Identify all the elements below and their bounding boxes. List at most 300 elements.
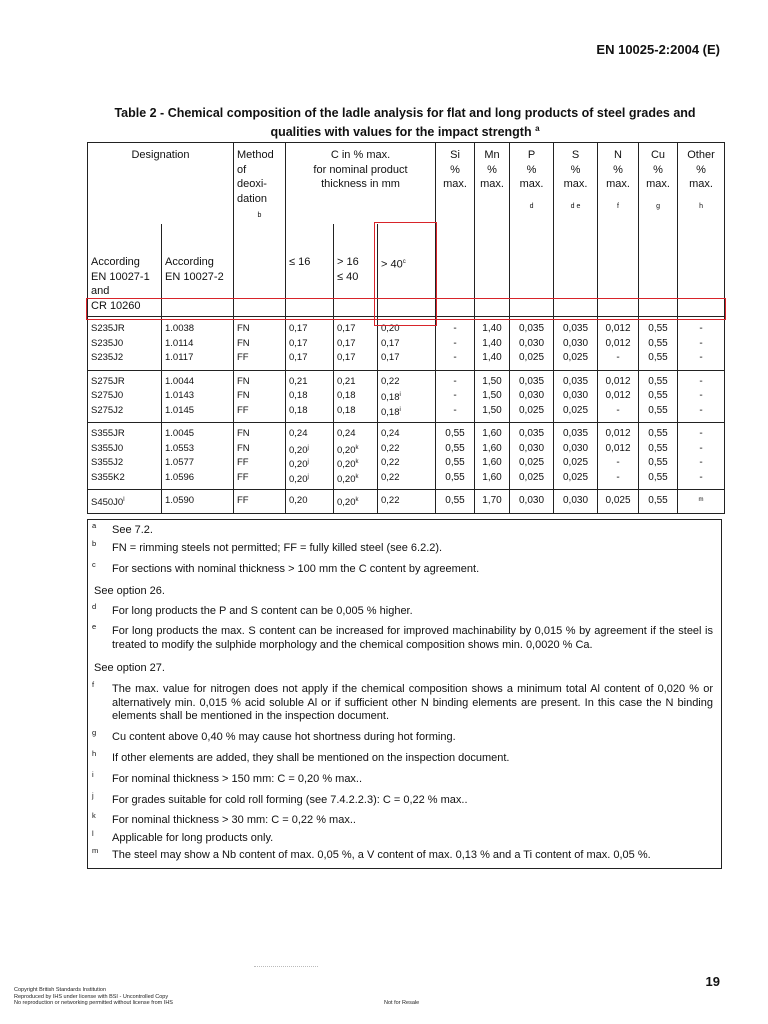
cell-line xyxy=(642,442,674,457)
cell-line xyxy=(681,375,721,390)
cell-line xyxy=(337,351,374,366)
cell-line xyxy=(513,389,550,404)
footnote-text: For long products the max. S content can be increased for improved machinability by 0,015 % by agreement if the steel is treated to modify the sulphide morphology and the chemical composition shows min. 0,0020 % Ca. xyxy=(112,625,713,651)
cell-value: FF xyxy=(237,352,249,363)
cell-value: - xyxy=(453,323,457,334)
grade-name-cell xyxy=(88,490,162,514)
cell-value: 0,030 xyxy=(563,337,589,349)
cell-line xyxy=(513,456,550,471)
cell-line xyxy=(91,322,158,337)
mn-max-cell xyxy=(475,490,510,514)
text-line: > 40 xyxy=(381,258,403,271)
cell-value: - xyxy=(616,457,620,468)
cell-value: 0,18 xyxy=(337,390,356,401)
footnote-text: See 7.2. xyxy=(112,524,153,536)
cell-line xyxy=(478,427,506,442)
footnote-text: For long products the P and S content can be 0,005 % higher. xyxy=(112,605,413,617)
carbon-max-40-cell xyxy=(378,490,436,514)
cell-value: 0,18 xyxy=(337,404,356,416)
cell-line xyxy=(478,442,506,457)
grade-name-cell xyxy=(88,317,162,371)
footnote-mark: h xyxy=(92,749,97,758)
si-max-cell xyxy=(436,490,475,514)
cell-value: 1.0145 xyxy=(165,404,195,416)
cell-value: 0,035 xyxy=(519,375,545,387)
footnote-mark: g xyxy=(92,728,97,737)
text-line: of xyxy=(237,163,247,176)
cell-value: S275J2 xyxy=(91,404,124,416)
cell-line xyxy=(337,471,374,486)
footnote-ref: j xyxy=(307,459,309,465)
other-max-cell xyxy=(678,490,725,514)
carbon-max-40-cell xyxy=(378,423,436,490)
cell-value: 0,025 xyxy=(519,457,545,468)
cell-line xyxy=(601,351,635,366)
text-line: According xyxy=(91,256,140,268)
cell-line xyxy=(557,351,594,366)
cell-line xyxy=(513,351,550,366)
cell-value: 0,012 xyxy=(605,390,631,401)
cell-value: 0,17 xyxy=(337,352,356,363)
cell-value: - xyxy=(453,352,457,363)
footnote-mark: m xyxy=(92,846,99,855)
cell-line xyxy=(439,456,471,471)
cell-value: 0,030 xyxy=(519,390,545,401)
cell-line xyxy=(642,389,674,404)
table-row xyxy=(88,423,725,490)
cell-value: 0,012 xyxy=(605,428,631,439)
cell-line xyxy=(601,471,635,486)
footnote-ref: i xyxy=(399,392,401,398)
cell-value: 1,60 xyxy=(482,457,502,468)
cell-line xyxy=(681,322,721,337)
text-line: max. xyxy=(563,178,588,190)
text-line: S xyxy=(571,149,580,161)
carbon-max-16-40-cell xyxy=(334,317,378,371)
cell-line xyxy=(439,389,471,404)
text-line: max. xyxy=(443,178,467,190)
text-line: P xyxy=(527,149,536,161)
cell-line xyxy=(381,456,432,471)
cell-line xyxy=(642,375,674,390)
n-header xyxy=(598,143,639,317)
cell-line xyxy=(681,404,721,419)
cell-value: 0,22 xyxy=(381,457,400,468)
cell-value: 0,18 xyxy=(289,390,308,401)
cell-value: - xyxy=(699,375,703,387)
si-max-cell xyxy=(436,423,475,490)
cell-value: 0,20 xyxy=(337,473,356,485)
cell-line xyxy=(642,351,674,366)
cell-line xyxy=(557,427,594,442)
si-max-cell xyxy=(436,317,475,371)
cell-line xyxy=(289,427,330,442)
cell-value: S355J0 xyxy=(91,442,124,454)
cell-line xyxy=(337,456,374,471)
text-line: EN 10027-1 xyxy=(91,270,150,283)
cell-value: 0,025 xyxy=(563,352,589,363)
mn-max-cell xyxy=(475,423,510,490)
material-number-cell xyxy=(162,423,234,490)
cell-value: 0,17 xyxy=(289,323,308,334)
cell-line xyxy=(681,427,721,442)
footnote-text: The max. value for nitrogen does not apply if the chemical composition shows a minimum total Al content of 0,020 % or alternatively min. 0,015 % acid soluble Al or if sufficient other N binding elements are present. In this case the N binding elements shall be mentioned in the inspection document. xyxy=(112,683,713,722)
cell-line xyxy=(337,442,374,457)
cell-value: - xyxy=(699,428,703,439)
text-line: C in % max. xyxy=(330,149,391,161)
page-number: 19 xyxy=(705,974,720,989)
cell-value: 1.0596 xyxy=(165,471,195,483)
cell-line xyxy=(337,322,374,337)
cell-value: - xyxy=(699,390,703,401)
text-line: max. xyxy=(646,178,670,190)
cell-value: 1.0038 xyxy=(165,323,195,334)
footnote-ref: i xyxy=(399,406,401,413)
cell-value: 0,030 xyxy=(563,495,589,506)
cell-line xyxy=(337,427,374,442)
grade-name-cell xyxy=(88,423,162,490)
cell-line xyxy=(381,375,432,390)
cell-line xyxy=(557,389,594,404)
cell-line xyxy=(601,389,635,404)
text-line: and xyxy=(91,285,110,297)
cell-value: 0,035 xyxy=(563,428,589,439)
cell-line xyxy=(237,404,282,419)
carbon-max-40-cell xyxy=(378,317,436,371)
cell-line xyxy=(289,375,330,390)
cell-value: 0,22 xyxy=(381,495,400,506)
footnote-text: For nominal thickness > 30 mm: C = 0,22 % max.. xyxy=(112,814,356,826)
footnote-text: For nominal thickness > 150 mm: C = 0,20 % max.. xyxy=(112,773,363,785)
cell-value: 1.0577 xyxy=(165,457,195,468)
cell-value: 0,17 xyxy=(381,352,400,363)
cell-line xyxy=(642,322,674,337)
footnote-ref: k xyxy=(355,459,359,465)
cell-line xyxy=(478,337,506,352)
cell-line xyxy=(91,389,158,404)
cell-line xyxy=(513,404,550,419)
cell-line xyxy=(478,471,506,486)
cell-line xyxy=(681,337,721,352)
footnote-ref: k xyxy=(355,497,359,503)
cell-line xyxy=(289,404,330,419)
cell-value: 0,55 xyxy=(648,404,668,416)
cell-value: 0,18 xyxy=(381,392,400,404)
cell-line xyxy=(337,337,374,352)
footnote-ref: k xyxy=(355,444,359,451)
cell-value: 1.0114 xyxy=(165,337,194,349)
cell-value: 0,17 xyxy=(289,337,308,349)
footnote-ref: j xyxy=(307,473,309,480)
cell-value: - xyxy=(699,323,703,334)
footnote-ref: j xyxy=(307,444,309,451)
text-line: dation xyxy=(237,192,267,205)
cell-value: 1.0117 xyxy=(165,352,194,363)
n-max-cell xyxy=(598,370,639,423)
text-line: max. xyxy=(606,178,630,190)
cell-line xyxy=(289,389,330,404)
cell-value: 0,55 xyxy=(445,457,465,468)
cell-value: 0,012 xyxy=(605,375,631,387)
cell-value: 0,17 xyxy=(289,352,308,363)
s-max-cell xyxy=(554,423,598,490)
cell-value: S235J0 xyxy=(91,337,124,349)
c-thickness-40-header xyxy=(378,224,436,317)
cell-value: 0,20 xyxy=(289,473,308,485)
method-header-spacer xyxy=(234,224,286,317)
cell-line xyxy=(513,494,550,509)
text-line: ≤ 16 xyxy=(289,256,311,268)
cell-line xyxy=(513,337,550,352)
cell-value: S355JR xyxy=(91,428,125,439)
p-max-cell xyxy=(510,370,554,423)
cell-line xyxy=(642,456,674,471)
cell-line xyxy=(237,471,282,486)
footnote-ref: b xyxy=(257,212,262,219)
cell-line xyxy=(91,351,158,366)
cell-line xyxy=(237,442,282,457)
p-max-cell xyxy=(510,317,554,371)
cell-line xyxy=(165,404,230,419)
cell-line xyxy=(237,427,282,442)
grade-name-cell xyxy=(88,370,162,423)
cell-line xyxy=(91,471,158,486)
cell-value: 0,21 xyxy=(289,375,308,387)
cell-line xyxy=(289,351,330,366)
carbon-max-16-40-cell xyxy=(334,490,378,514)
cell-line xyxy=(513,427,550,442)
cell-line xyxy=(381,404,432,419)
text-line: max. xyxy=(689,178,713,190)
carbon-header xyxy=(286,143,436,225)
cell-value: 1.0590 xyxy=(165,495,195,506)
cell-value: 1,60 xyxy=(482,471,502,483)
cell-line xyxy=(681,456,721,471)
cell-line xyxy=(557,456,594,471)
s-max-cell xyxy=(554,490,598,514)
material-number-cell xyxy=(162,490,234,514)
text-line: > 16 xyxy=(337,256,359,268)
cell-line xyxy=(91,337,158,352)
cell-line xyxy=(681,494,721,509)
cell-value: 0,55 xyxy=(648,442,668,454)
cell-line xyxy=(439,337,471,352)
text-line: deoxi- xyxy=(237,178,267,190)
text-line: Si xyxy=(450,149,460,161)
cell-line xyxy=(601,456,635,471)
cell-line xyxy=(478,322,506,337)
cell-line xyxy=(513,471,550,486)
table-row xyxy=(88,317,725,371)
cell-value: 0,030 xyxy=(563,390,589,401)
cell-line xyxy=(513,375,550,390)
cell-line xyxy=(439,427,471,442)
cell-value: FN xyxy=(237,337,250,349)
cell-line xyxy=(557,337,594,352)
footnote-text: See option 26. xyxy=(94,585,165,597)
cell-line xyxy=(337,404,374,419)
cell-line xyxy=(601,494,635,509)
text-line: % xyxy=(570,163,581,176)
cell-value: - xyxy=(699,352,703,363)
text-line: Cu xyxy=(650,149,666,161)
n-max-cell xyxy=(598,490,639,514)
cell-value: 0,55 xyxy=(648,375,668,387)
text-line: % xyxy=(613,163,623,176)
cell-line xyxy=(91,494,158,509)
cell-value: - xyxy=(453,404,457,416)
footnote-text: If other elements are added, they shall be mentioned on the inspection document. xyxy=(112,752,510,764)
cell-value: 0,55 xyxy=(648,471,668,483)
cell-value: S235JR xyxy=(91,323,125,334)
carbon-max-16-cell xyxy=(286,370,334,423)
cell-value: 0,035 xyxy=(563,375,589,387)
cell-line xyxy=(557,494,594,509)
cell-line xyxy=(237,494,282,509)
cell-line xyxy=(237,351,282,366)
cell-value: 0,025 xyxy=(519,471,545,483)
carbon-max-40-cell xyxy=(378,370,436,423)
cell-value: 0,012 xyxy=(605,442,631,454)
cell-value: S355K2 xyxy=(91,471,125,483)
cell-value: 0,21 xyxy=(337,375,356,387)
text-line: % xyxy=(653,163,663,176)
cu-max-cell xyxy=(639,423,678,490)
cell-line xyxy=(681,471,721,486)
cell-line xyxy=(642,337,674,352)
cell-value: FF xyxy=(237,404,249,416)
footnote-mark: d xyxy=(92,602,97,611)
cell-value: 1,50 xyxy=(482,390,502,401)
designation-en10027-2-header xyxy=(162,224,234,317)
cell-line xyxy=(237,375,282,390)
cell-value: 1.0044 xyxy=(165,375,195,387)
cell-value: 0,18 xyxy=(289,404,308,416)
c-thickness-16-header xyxy=(286,224,334,317)
cell-value: - xyxy=(616,352,620,363)
cell-line xyxy=(439,404,471,419)
cell-value: 0,22 xyxy=(381,375,400,387)
designation-en10027-1-header xyxy=(88,224,162,317)
cell-value: 0,24 xyxy=(337,428,356,439)
cell-value: 1.0045 xyxy=(165,428,195,439)
p-max-cell xyxy=(510,423,554,490)
footnote-mark: a xyxy=(92,521,97,530)
other-max-cell xyxy=(678,370,725,423)
cell-value: S355J2 xyxy=(91,457,124,468)
s-header xyxy=(554,143,598,317)
cell-line xyxy=(642,494,674,509)
cell-line xyxy=(478,404,506,419)
cell-value: 0,20 xyxy=(289,459,308,471)
cell-value: 0,030 xyxy=(519,495,545,506)
cell-value: 1,70 xyxy=(482,495,502,506)
cell-line xyxy=(478,389,506,404)
cell-line xyxy=(165,427,230,442)
footnote-text: Cu content above 0,40 % may cause hot shortness during hot forming. xyxy=(112,731,456,743)
cell-value: 0,025 xyxy=(519,404,545,416)
cell-line xyxy=(601,375,635,390)
header-row xyxy=(88,143,725,225)
cell-line xyxy=(91,404,158,419)
si-header xyxy=(436,143,475,317)
cell-value: 0,18 xyxy=(381,406,400,418)
cell-line xyxy=(601,337,635,352)
cell-value: 0,22 xyxy=(381,442,400,454)
cell-value: 0,20 xyxy=(381,323,400,334)
cell-value: 0,55 xyxy=(445,471,465,483)
cell-line xyxy=(237,389,282,404)
cell-line xyxy=(91,375,158,390)
cell-value: 1,60 xyxy=(482,442,502,454)
footnote-mark: c xyxy=(92,560,96,569)
other-max-cell xyxy=(678,317,725,371)
cell-value: - xyxy=(616,404,620,416)
cell-value: FF xyxy=(237,471,249,483)
cell-line xyxy=(237,322,282,337)
cu-max-cell xyxy=(639,370,678,423)
cell-value: 0,030 xyxy=(519,337,545,349)
cell-value: S275JR xyxy=(91,375,125,387)
footnote-mark: l xyxy=(92,829,94,838)
cell-line xyxy=(439,375,471,390)
cell-value: 0,55 xyxy=(445,495,465,506)
designation-label: Designation xyxy=(131,149,190,161)
cell-line xyxy=(165,389,230,404)
cell-line xyxy=(478,494,506,509)
cell-line xyxy=(381,337,432,352)
cell-value: 0,24 xyxy=(381,428,400,439)
cell-value: 0,20 xyxy=(289,444,308,456)
cell-value: 0,20 xyxy=(337,497,356,509)
cell-value: 0,20 xyxy=(337,459,356,471)
cell-line xyxy=(91,456,158,471)
cell-value: 1.0143 xyxy=(165,390,195,401)
chemical-composition-table xyxy=(87,142,725,514)
cell-line xyxy=(289,471,330,486)
cell-value: 0,55 xyxy=(648,457,668,468)
footnote-ref: c xyxy=(402,259,406,265)
cell-value: FF xyxy=(237,495,249,506)
deoxidation-method-cell xyxy=(234,423,286,490)
cell-value: - xyxy=(699,471,703,483)
cell-value: 0,030 xyxy=(563,442,589,454)
footnote-mark: b xyxy=(92,539,97,548)
cell-line xyxy=(557,442,594,457)
cell-value: 0,17 xyxy=(381,337,400,349)
cell-value: - xyxy=(453,337,457,349)
cell-line xyxy=(381,471,432,486)
text-line: for nominal product xyxy=(313,163,408,176)
footnote-ref: l xyxy=(123,497,125,503)
footnote-text: For sections with nominal thickness > 100 mm the C content by agreement. xyxy=(112,563,480,575)
cell-line xyxy=(642,404,674,419)
footnote-ref: k xyxy=(355,473,359,480)
cell-value: - xyxy=(699,457,703,468)
cell-value: 0,012 xyxy=(605,337,631,349)
p-header xyxy=(510,143,554,317)
cell-line xyxy=(165,456,230,471)
cell-value: 0,55 xyxy=(648,495,668,506)
cell-value: 0,24 xyxy=(289,428,308,439)
text-line: ≤ 40 xyxy=(337,270,359,283)
cell-line xyxy=(381,494,432,509)
cell-line xyxy=(557,471,594,486)
cell-value: 0,55 xyxy=(648,323,668,334)
cell-line xyxy=(513,322,550,337)
footnote-text: See option 27. xyxy=(94,662,165,674)
cell-line xyxy=(681,351,721,366)
